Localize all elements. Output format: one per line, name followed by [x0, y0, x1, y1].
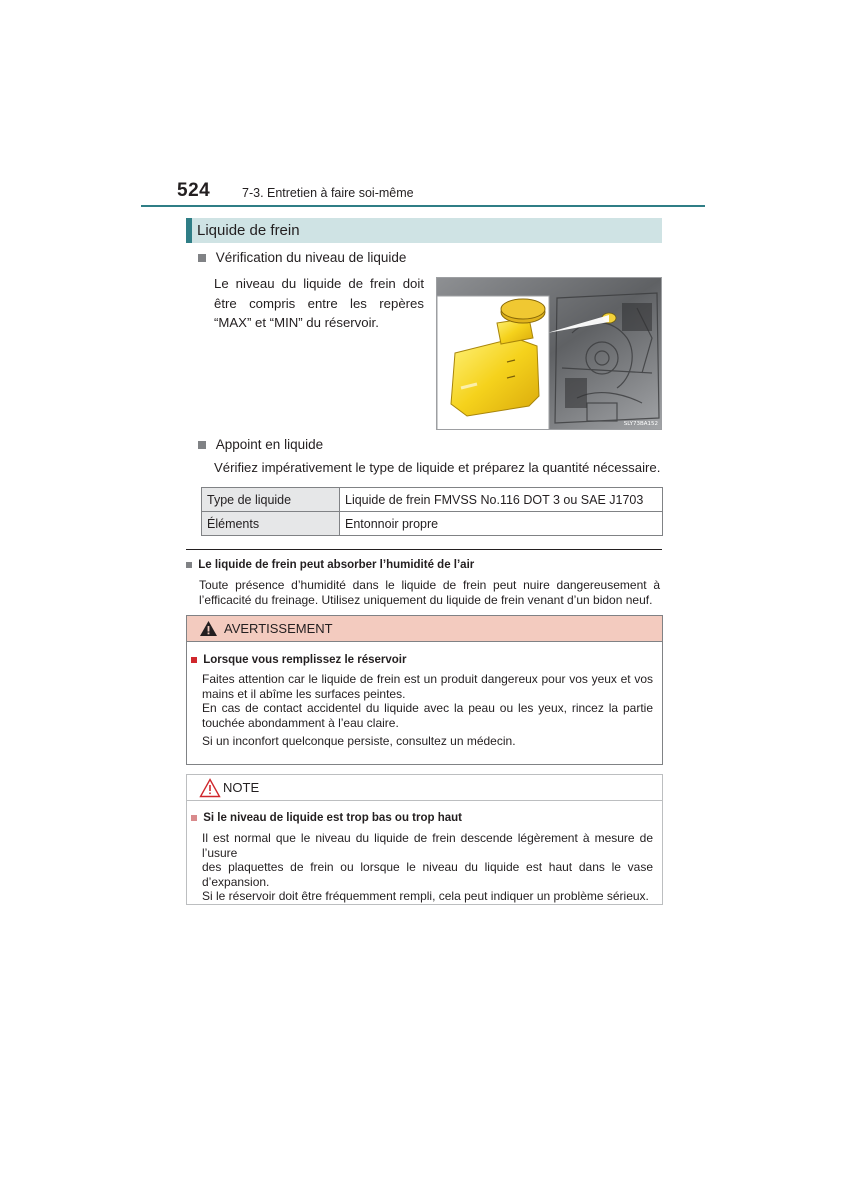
warning-heading — [191, 654, 406, 666]
bullet-square-icon — [191, 815, 197, 821]
table-cell-label: Éléments — [202, 512, 340, 536]
check-level-heading — [198, 250, 406, 265]
humidity-heading — [186, 559, 474, 571]
note-line: d’expansion. — [202, 874, 270, 889]
table-row — [202, 512, 663, 536]
warning-header — [187, 616, 662, 642]
table-cell-label: Type de liquide — [202, 488, 340, 512]
section-title: Liquide de frein — [197, 222, 300, 239]
bullet-square-icon — [186, 562, 192, 568]
top-up-text: Vérifiez impérativement le type de liquide et préparez la quantité nécessaire. — [214, 460, 661, 475]
note-header — [187, 775, 662, 801]
warning-line: En cas de contact accidentel du liquide avec la peau ou les yeux, rincez la partie — [202, 701, 653, 715]
warning-line: Faites attention car le liquide de frein est un produit dangereux pour vos yeux et vos — [202, 672, 653, 686]
humidity-text — [199, 578, 660, 607]
note-title: NOTE — [223, 780, 260, 795]
warning-line: mains et il abîme les surfaces peintes. — [202, 686, 406, 701]
table-cell-value: Entonnoir propre — [340, 512, 663, 536]
humidity-line: l’efficacité du freinage. Utilisez uniquement du liquide de frein venant d’un bidon neuf. — [199, 592, 653, 607]
brake-fluid-reservoir-image — [436, 277, 662, 430]
note-line: des plaquettes de frein ou lorsque le niveau du liquide est haut dans le vase — [202, 860, 653, 874]
check-level-heading-text: Vérification du niveau de liquide — [215, 250, 407, 265]
check-level-line: être compris entre les repères — [214, 295, 424, 311]
check-level-line: “MAX” et “MIN” du réservoir. — [214, 315, 379, 330]
bullet-square-icon — [191, 657, 197, 663]
note-heading — [191, 812, 462, 824]
divider — [186, 549, 662, 550]
page-number: 524 — [177, 180, 211, 201]
humidity-heading-text: Le liquide de frein peut absorber l’humidité de l’air — [198, 559, 475, 571]
note-body — [202, 831, 653, 904]
header-divider — [141, 205, 705, 207]
warning-heading-text: Lorsque vous remplissez le réservoir — [203, 654, 407, 666]
warning-title: AVERTISSEMENT — [224, 621, 333, 636]
note-heading-text: Si le niveau de liquide est trop bas ou trop haut — [203, 812, 462, 824]
fluid-spec-table — [201, 487, 663, 536]
note-line: Si le réservoir doit être fréquemment rempli, cela peut indiquer un problème sérieux. — [202, 889, 649, 903]
top-up-heading-text: Appoint en liquide — [215, 437, 324, 452]
table-row — [202, 488, 663, 512]
note-line: Il est normal que le niveau du liquide de frein descende légèrement à mesure de l’usure — [202, 831, 653, 860]
check-level-text — [214, 274, 424, 333]
humidity-line: Toute présence d’humidité dans le liquide de frein peut nuire dangereusement à — [199, 578, 660, 592]
warning-line: Si un inconfort quelconque persiste, consultez un médecin. — [202, 734, 516, 748]
image-reference-code: SLY73BA152 — [623, 421, 658, 427]
warning-triangle-icon — [199, 620, 218, 637]
check-level-line: Le niveau du liquide de frein doit — [214, 276, 424, 291]
engine-bay-illustration — [437, 278, 662, 430]
bullet-square-icon — [198, 254, 206, 262]
note-triangle-icon — [199, 778, 221, 798]
table-cell-value: Liquide de frein FMVSS No.116 DOT 3 ou SAE J1703 — [340, 488, 663, 512]
warning-body — [202, 672, 653, 749]
warning-line: touchée abondamment à l’eau claire. — [202, 715, 399, 730]
chapter-title: 7-3. Entretien à faire soi-même — [242, 186, 414, 200]
top-up-heading — [198, 437, 323, 452]
bullet-square-icon — [198, 441, 206, 449]
